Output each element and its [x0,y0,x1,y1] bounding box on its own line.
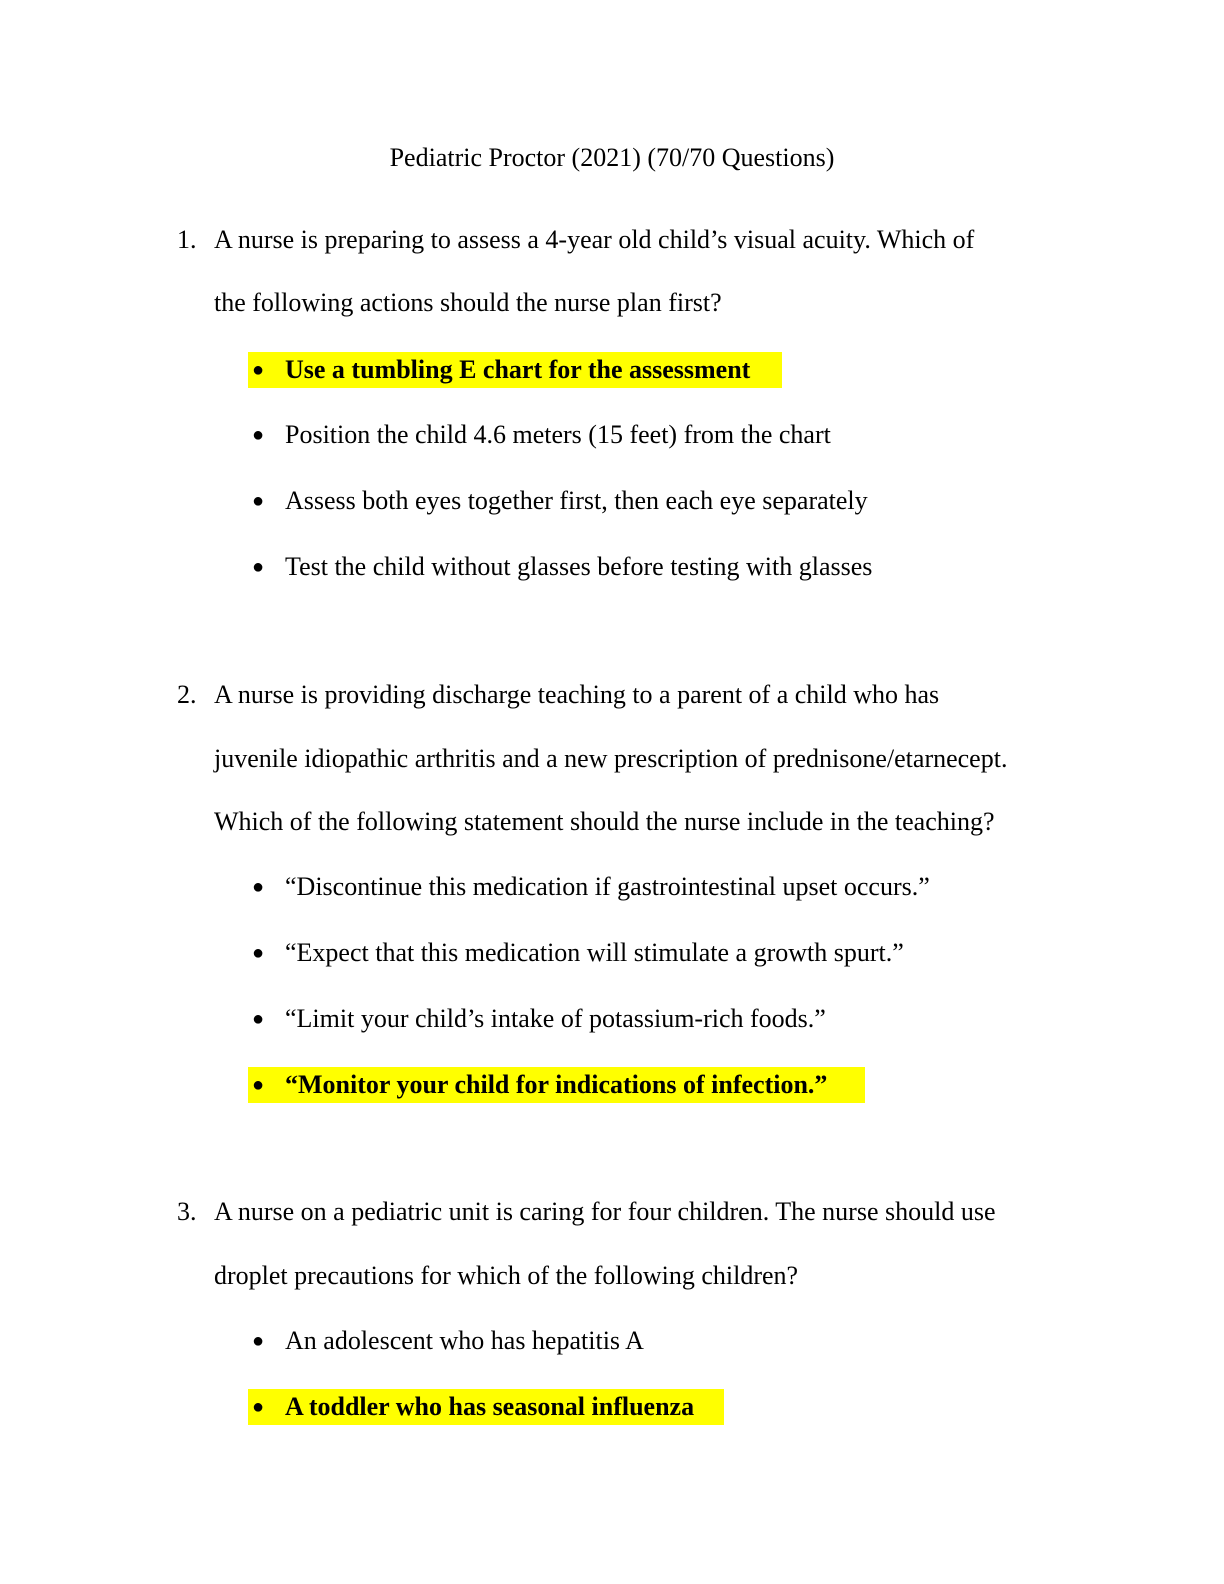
question-stem-line: A nurse is preparing to assess a 4-year old child’s visual acuity. Which of [214,225,975,254]
question-number: 3. [177,1197,197,1226]
answer-option-text: A toddler who has seasonal influenza [285,1392,695,1421]
bullet-icon: ● [252,556,265,578]
answer-option-correct [248,1389,724,1425]
answer-option-text: Position the child 4.6 meters (15 feet) from the chart [285,420,831,449]
answer-option-correct [248,1067,865,1103]
question-stem-line: A nurse is providing discharge teaching to a parent of a child who has [214,680,940,709]
bullet-icon: ● [252,876,265,898]
bullet-icon: ● [252,1008,265,1030]
answer-option-text: Use a tumbling E chart for the assessment [285,355,751,384]
answer-option-text: Test the child without glasses before testing with glasses [285,552,873,581]
answer-option-text: Assess both eyes together first, then each eye separately [285,486,868,515]
question-stem-line: juvenile idiopathic arthritis and a new prescription of prednisone/etarnecept. [214,744,1008,773]
question-number: 2. [177,680,197,709]
bullet-icon: ● [252,1330,265,1352]
bullet-icon: ● [252,490,265,512]
page-title: Pediatric Proctor (2021) (70/70 Questions) [389,143,835,172]
answer-option-text: “Expect that this medication will stimulate a growth spurt.” [285,938,904,967]
question-stem-line: A nurse on a pediatric unit is caring for four children. The nurse should use [214,1197,996,1226]
bullet-icon: ● [252,942,265,964]
answer-option-correct [248,352,782,388]
bullet-icon: ● [252,424,265,446]
question-stem-line: the following actions should the nurse plan first? [214,288,722,317]
bullet-icon: ● [252,1074,265,1096]
question-number: 1. [177,225,197,254]
answer-option-text: “Discontinue this medication if gastrointestinal upset occurs.” [285,872,930,901]
bullet-icon: ● [252,1396,265,1418]
bullet-icon: ● [252,359,265,381]
question-stem-line: droplet precautions for which of the following children? [214,1261,799,1290]
answer-option-text: An adolescent who has hepatitis A [285,1326,644,1355]
answer-option-text: “Monitor your child for indications of infection.” [285,1070,828,1099]
answer-option-text: “Limit your child’s intake of potassium-rich foods.” [285,1004,826,1033]
question-stem-line: Which of the following statement should the nurse include in the teaching? [214,807,995,836]
